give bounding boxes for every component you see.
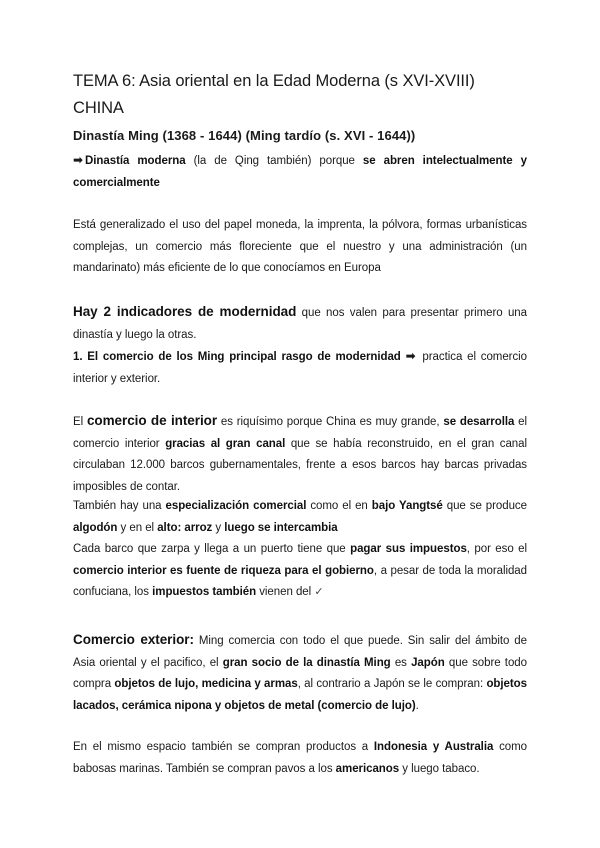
- arrow-right-icon: ➡: [73, 153, 84, 167]
- paragraph-ming-commerce: 1. El comercio de los Ming principal rasgo de modernidad ➡ practica el comercio interior y exterior.: [73, 349, 527, 385]
- page-title: [73, 68, 527, 122]
- check-mark-icon: ✓: [314, 586, 324, 598]
- paragraph-innovations: Está generalizado el uso del papel moneda, la imprenta, la pólvora, formas urbanísticas complejas, un comercio más floreciente que el nuestro y una administración (un mandarinato) más eficiente de lo que conocíamos en Europa: [73, 219, 527, 274]
- paragraph-exterior-commerce: Comercio exterior: Ming comercia con todo el que puede. Sin salir del ámbito de Asia oriental y el pacifico, el gran socio de la dinastía Ming es Japón que sobre todo compra objetos de lujo, medicina y armas, al contrario a Japón se le compran: objetos lacados, cerámica nipona y objetos de metal (comercio de lujo).: [73, 632, 527, 712]
- paragraph-interior-commerce: El comercio de interior es riquísimo porque China es muy grande, se desarrolla el comercio interior gracias al gran canal que se había reconstruido, en el gran canal circulaban 12.000 barcos gubernamentales, frente a esos barcos hay barcas privadas imposibles de contar.: [73, 413, 528, 493]
- paragraph-specialization: También hay una especialización comercial como el en bajo Yangtsé que se produce algodón y en el alto: arroz y luego se intercambia: [73, 500, 527, 534]
- paragraph-taxes: Cada barco que zarpa y llega a un puerto tiene que pagar sus impuestos, por eso el comercio interior es fuente de riqueza para el gobierno, a pesar de toda la moralidad confuciana, los impuestos también vienen del ✓: [73, 543, 527, 598]
- paragraph-modern-dynasty: ➡ Dinastía moderna (la de Qing también) porque se abren intelectualmente y comercialmente: [73, 153, 527, 189]
- arrow-right-icon: ➡: [405, 349, 416, 363]
- section-subtitle: Dinastía Ming (1368 - 1644) (Ming tardío (s. XVI - 1644)): [73, 128, 416, 143]
- title-line-2: CHINA: [73, 99, 124, 117]
- paragraph-indicators: Hay 2 indicadores de modernidad que nos valen para presentar primero una dinastía y luego la otras.: [73, 304, 527, 341]
- title-line-1: TEMA 6: Asia oriental en la Edad Moderna (s XVI-XVIII): [73, 72, 475, 90]
- paragraph-other-partners: En el mismo espacio también se compran productos a Indonesia y Australia como babosas marinas. También se compran pavos a los americanos y luego tabaco.: [73, 741, 528, 775]
